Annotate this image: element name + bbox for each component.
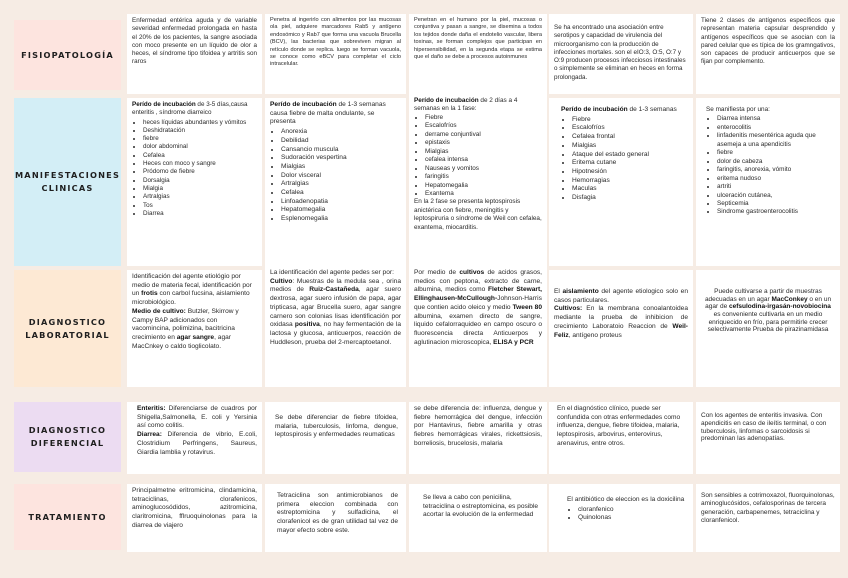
text-bold: Weil-Feliz [554, 322, 688, 339]
text-part: : Muestras de la medula sea , orina medios de [270, 277, 401, 294]
text-part: Johnson-Harris que contien acido oleico y medio [414, 295, 542, 311]
cell-r1-c4 [549, 14, 693, 94]
cell-r2-c1 [127, 98, 262, 266]
text-part: Diferenciarse de cuadros por Shigella,Salmonella, E. coli y Yersinia así como colitis. [137, 405, 257, 430]
list-item: • Cefalea [143, 152, 257, 160]
row-header-diagnostico-laboratorial [14, 270, 121, 387]
cell-paragraph [132, 308, 257, 352]
cell-r2-c3 [409, 94, 547, 266]
lead-text: de 3-5 días,causa enteritis , síndrome diarreico [132, 101, 248, 117]
list-item: • Disfagia [572, 194, 688, 203]
cell-r3-c1 [127, 270, 262, 387]
text-bold: frotis [141, 290, 158, 298]
list-item: • Nauseas y vomitos [425, 165, 542, 173]
cell-paragraph [270, 278, 401, 348]
lead-bold: Perído de incubación [132, 101, 196, 108]
list-item: • fiebre [717, 149, 835, 157]
list-item: • eritema nudoso [717, 175, 835, 183]
row-header-label: FISIOPATOLOGÍA [21, 49, 114, 60]
list-item: • fiebre [143, 135, 257, 143]
list-item: • Fiebre [572, 116, 688, 125]
text-part: Por medio de [414, 269, 460, 276]
list-item: • Artralgias [143, 193, 257, 201]
text-bold: Cultivo [270, 277, 293, 285]
cell-r1-c3 [409, 14, 547, 94]
row-header-label: DIAGNOSTICO DIFERENCIAL [28, 425, 107, 448]
cell-r3-c5 [696, 270, 840, 387]
list-item: • Fiebre [425, 114, 542, 122]
text-part: En la membrana conoalantoidea mediante la prueba de inhibicion de crecimiento Laboratoio Reaccion de [554, 305, 688, 330]
list-item: • Maculas [572, 185, 688, 194]
cell-text: Principalmetne eritromicina, clindamicina, tetraciclinas, clorafenicos, aminoglucosódidos, azitromicina, claritromicina, fflruoquinolonas para la diarrea de viajero [132, 487, 257, 529]
cell-lead [132, 101, 257, 118]
cell-r4-c1 [127, 402, 262, 474]
text-bold: Tween 80 [512, 303, 542, 311]
list-item: • Escalofríos [425, 122, 542, 130]
cell-r5-c5 [696, 484, 840, 552]
text-bold: Ruiz-Castañeda [309, 286, 359, 294]
cell-paragraph [414, 269, 542, 347]
lead-bold: Perído de incubación [270, 101, 337, 108]
text-bold: MacConkey [771, 295, 808, 303]
text-bold: ELISA y PCR [493, 338, 534, 346]
symptom-list [561, 116, 688, 203]
list-item: • ulceración cutánea, [717, 192, 835, 200]
list-item: • Hepatomegalia [425, 182, 542, 190]
cell-r3-c2 [265, 266, 406, 387]
list-item: • Cefalea frontal [572, 133, 688, 142]
list-item: • Diarrea [143, 210, 257, 218]
text-bold: Cultivos: [554, 305, 583, 313]
list-item: • Mialgias [572, 142, 688, 151]
cell-lead: Se manifiesta por una: [706, 106, 770, 113]
list-item: • Escalofríos [572, 124, 688, 133]
list-item: • Cansancio muscula [281, 146, 401, 155]
symptom-list [706, 115, 835, 216]
list-item: • Anorexia [281, 128, 401, 137]
list-item: • Diarrea intensa [717, 115, 835, 123]
list-item: • Dorsalgia [143, 177, 257, 185]
list-item: • heces líquidas abundantes y vómitos [143, 119, 257, 127]
list-item: • epistaxis [425, 139, 542, 147]
text-bold: cultivos [459, 269, 485, 276]
text-part: es conveniente cultivarla en un medio enriquecido en frío, para permitirle crecer selectivamente Prueba de pirazinamidasa [707, 310, 829, 334]
row-header-label: DIAGNOSTICO LABORATORIAL [25, 316, 110, 340]
cell-lead [270, 101, 401, 127]
list-item: • Exantema [425, 190, 542, 198]
text-part: del agente etiologico solo en casos particulares. [554, 288, 688, 304]
lead-bold: Perído de incubación [561, 106, 628, 113]
list-item: • faringitis, anorexia, vómito [717, 166, 835, 174]
cell-text: Se lleva a cabo con penicilina, tetraciclina o estreptomicina, es posible acortar la evolución de la enfermedad [423, 494, 539, 519]
cell-text: Enfermedad entérica aguda y de variable severidad enfermedad prolongada en hasta el 20% de los pacientes, la sangre asociada con moco presente en un líquido de olor a heces, el síndrome tipo tifoidea y artritis son raros [132, 17, 257, 66]
lead-bold: Perído de incubación [414, 97, 479, 104]
list-item: • Cefalea [281, 189, 401, 198]
row-header-label: MANIFESTACIONES CLINICAS [14, 170, 121, 193]
drug-list [567, 506, 687, 523]
row-header-fisiopatologia [14, 20, 121, 90]
cell-r5-c2 [265, 484, 406, 552]
list-item: • Eritema cutane [572, 159, 688, 168]
text-part: , antígeno proteus [568, 331, 622, 339]
cell-text: Penetran en el humano por la piel, mucosas o conjuntiva y pasan a sangre, se disemina a todos los tejidos donde daña el endotelio vascular, libera toxinas, se forman complejos que participan en hipersensibilidad, en la segunda etapa se estima que el daño se debe a procesos autoinmunes [414, 17, 542, 60]
cell-tail-text: En la 2 fase se presenta leptospirosis anictérica con fiebre, meningitis y leptospiruria o síndrome de Weil con cefalea, exantema, miocarditis. [414, 198, 542, 231]
list-item: • Hipotnesión [572, 168, 688, 177]
list-item: • artriti [717, 183, 835, 191]
text-part: albumina, examen directo de sangre, liquido cefalorraquideo en campo oscuro o fluorescencia directa Anticuerpos y aglutinacion microscopica, [414, 312, 542, 346]
lead-text: de 1-3 semanas causa fiebre de malta ondulante, se presenta [270, 101, 386, 126]
text-bold: aislamiento [562, 288, 599, 295]
cell-lead [414, 97, 542, 114]
cell-text: se debe diferencia de: influenza, dengue y fiebre hemorrágica del dengue, infección por Hantavirus, fiebre amarilla y otras fiebres hemorrágicas virales, rickettsiosis, borreliosis, brucelosis, malaria [414, 405, 542, 447]
text-part: Diferencia de vibrio, E.coli, Clostridium Perfringens, Saureus, Giardia lamblia y rotavirus. [137, 431, 257, 456]
lead-text: de 2 días a 4 semanas en la 1 fase: [414, 97, 518, 113]
list-item: • Artralgias [281, 180, 401, 189]
text-part: Puede cultivarse a partir de muestras adecuadas en un agar [704, 288, 822, 303]
cell-paragraph [137, 405, 257, 431]
cell-paragraph [554, 305, 688, 340]
cell-r3-c4 [549, 270, 693, 387]
cell-lead [561, 106, 688, 115]
cell-r5-c4 [549, 484, 693, 552]
cell-paragraph [554, 288, 688, 305]
cell-text: Penetra al ingerirlo con alimentos por las mucosas ola piel, adquiere marcadores Rab5 y antígeno endosómico y Rab7 que forma una vacuola Brucella (BCV), las bacterias que sobreviven migran al retículo donde se replica. luego se forman vacuola, se conoce como eBCV para completar el ciclo intracelular. [270, 17, 401, 68]
cell-r2-c2 [265, 98, 406, 266]
cell-r4-c5 [696, 402, 840, 474]
text-part: o en un agar de [705, 295, 832, 311]
row-header-diagnostico-diferencial [14, 402, 121, 472]
list-item: • derrame conjuntival [425, 131, 542, 139]
row-header-manifestaciones [14, 98, 121, 266]
cell-r1-c5 [696, 14, 840, 94]
cell-text: En el diagnóstico clínico, puede ser confundida con otras enfermedades como influenza, dengue, fiebre tifoidea, malaria, leptospirosis, arbovirus, enterovirus, arenavirus, entre otros. [557, 405, 681, 447]
list-item: • Sindrome gastroenterocolitis [717, 208, 835, 216]
list-item: • Deshidratación [143, 127, 257, 135]
text-bold: Diarrea: [137, 431, 162, 439]
text-part: El [554, 288, 563, 295]
row-header-tratamiento [14, 484, 121, 550]
symptom-list [270, 128, 401, 224]
cell-r2-c4 [549, 98, 693, 266]
list-item: • Mialgias [425, 148, 542, 156]
text-bold: Medio de cultivo: [132, 307, 186, 315]
text-part: con carbol fucsina, aislamiento microbiológico. [132, 290, 250, 307]
list-item: • Quinolonas [578, 514, 687, 523]
cell-text: Tetraciclina son antimicrobianos de primera eleccion combinada con estreptomicina y sulfadicina, el clorafenicol es de gran utilidad tal vez de mayor efecto sobre este. [277, 492, 398, 534]
text-part: , agar MacCnkey o caldo tioglicolato. [132, 333, 231, 350]
cell-r1-c1 [127, 14, 262, 94]
cell-r1-c2 [265, 14, 406, 94]
text-bold: agar sangre [176, 333, 215, 341]
list-item: • Mialgia [143, 185, 257, 193]
list-item: • enterocolitis [717, 124, 835, 132]
list-item: • Sudoración vespertina [281, 154, 401, 163]
list-item: • cloranfenico [578, 506, 687, 515]
symptom-list [132, 119, 257, 219]
list-item: • faringitis [425, 173, 542, 181]
text-bold: cefsulodina-irgasán-novobiocina [729, 303, 831, 311]
list-item: • Tos [143, 202, 257, 210]
list-item: • Pródomo de fiebre [143, 168, 257, 176]
list-item: • Heces con moco y sangre [143, 160, 257, 168]
list-item: • Esplenomegalia [281, 215, 401, 224]
list-item: • Debilidad [281, 137, 401, 146]
list-item: • Linfoadenopatia [281, 198, 401, 207]
text-part: Butzler, Skirrow y Campy BAP adicionados con vacomincina, polimizina, bacitricina crecimiento en [132, 307, 239, 341]
list-item: • Mialgias [281, 163, 401, 172]
cell-text: Tiene 2 clases de antígenos específicos que representan materia capsular desprendido y antígenos específicos que se asocian con la pared celular que es típica de los gramngativos, son capaces de producir anticuerpos que se fijan por complemento. [701, 17, 835, 66]
cell-text: Se debe diferenciar de fiebre tifoidea, malaria, tuberculosis, linfoma, dengue, leptospirosis y enfermedades reumaticas [275, 414, 398, 439]
cell-lead: El antibiótico de eleccion es la doxicilina [567, 496, 685, 503]
list-item: • Hemorragias [572, 177, 688, 186]
list-item: • cefalea intensa [425, 156, 542, 164]
cell-r4-c3 [409, 402, 547, 474]
cell-paragraph: La identificación del agente pedes ser por: [270, 269, 394, 276]
cell-r5-c1 [127, 484, 262, 552]
cell-paragraph [132, 273, 257, 308]
row-header-label: TRATAMIENTO [28, 511, 107, 522]
cell-paragraph [137, 431, 257, 457]
text-bold: Fletcher Stewart, Ellinghausen-McCullough- [414, 286, 542, 303]
list-item: • dolor abdominal [143, 143, 257, 151]
cell-r4-c4 [549, 402, 693, 474]
cell-r5-c3 [409, 484, 547, 552]
list-item: • linfadenitis mesentérica aguda que asemeja a una apendicitis [717, 132, 835, 149]
text-bold: positiva [294, 321, 320, 329]
text-bold: Enteritis: [137, 405, 166, 412]
cell-text: Son sensibles a cotrimoxazol, fluorquinolonas, aminoglucósidos, cefalosporinas de tercera generación, carbapenemes, tetraciclina y cloranfenicol. [701, 492, 835, 525]
text-part: de acidos grasos, medios con peptona, extracto de carne, albumina, medios como [414, 269, 542, 294]
cell-r2-c5 [696, 98, 840, 266]
cell-r4-c2 [265, 402, 406, 474]
list-item: • Dolor visceral [281, 172, 401, 181]
cell-r3-c3 [409, 266, 547, 387]
symptom-list [414, 114, 542, 199]
text-part: , no hay fermentación de la lactosa y glucosa, anticuerpos, reacción de Huddleson, prueba del 2-mercaptoetanol. [270, 321, 401, 346]
cell-text: Con los agentes de enteritis invasiva. Con apendicitis en caso de ileítis terminal, o con tuberculosis, linfomas o sarcoidosis si predominan las adenopatías. [701, 412, 827, 443]
list-item: • Septicemia [717, 200, 835, 208]
cell-text: Se ha encontrado una asociación entre serotipos y capacidad de virulencia del microorganismo con la producción de infecciones mortales. son el eIO:3, O:5, O:7 y O:9 producen procesos infecciosos intestinales o simplemente se eliminan en heces en forma prolongada. [554, 24, 686, 81]
text-part: , agar suero dextrosa, agar suero infusión de papa, agar tripticasa, agar Brucella suero, agar sangre carnero son colonias lisas identificación por oxidasa [270, 286, 401, 329]
cell-paragraph [701, 288, 835, 334]
lead-text: de 1-3 semanas [627, 106, 677, 113]
list-item: • dolor de cabeza [717, 158, 835, 166]
text-part: Identificación del agente etiológio por medio de materia fecal, identificación por un [132, 273, 252, 298]
list-item: • Ataque del estado general [572, 151, 688, 160]
list-item: • Hepatomegalia [281, 206, 401, 215]
